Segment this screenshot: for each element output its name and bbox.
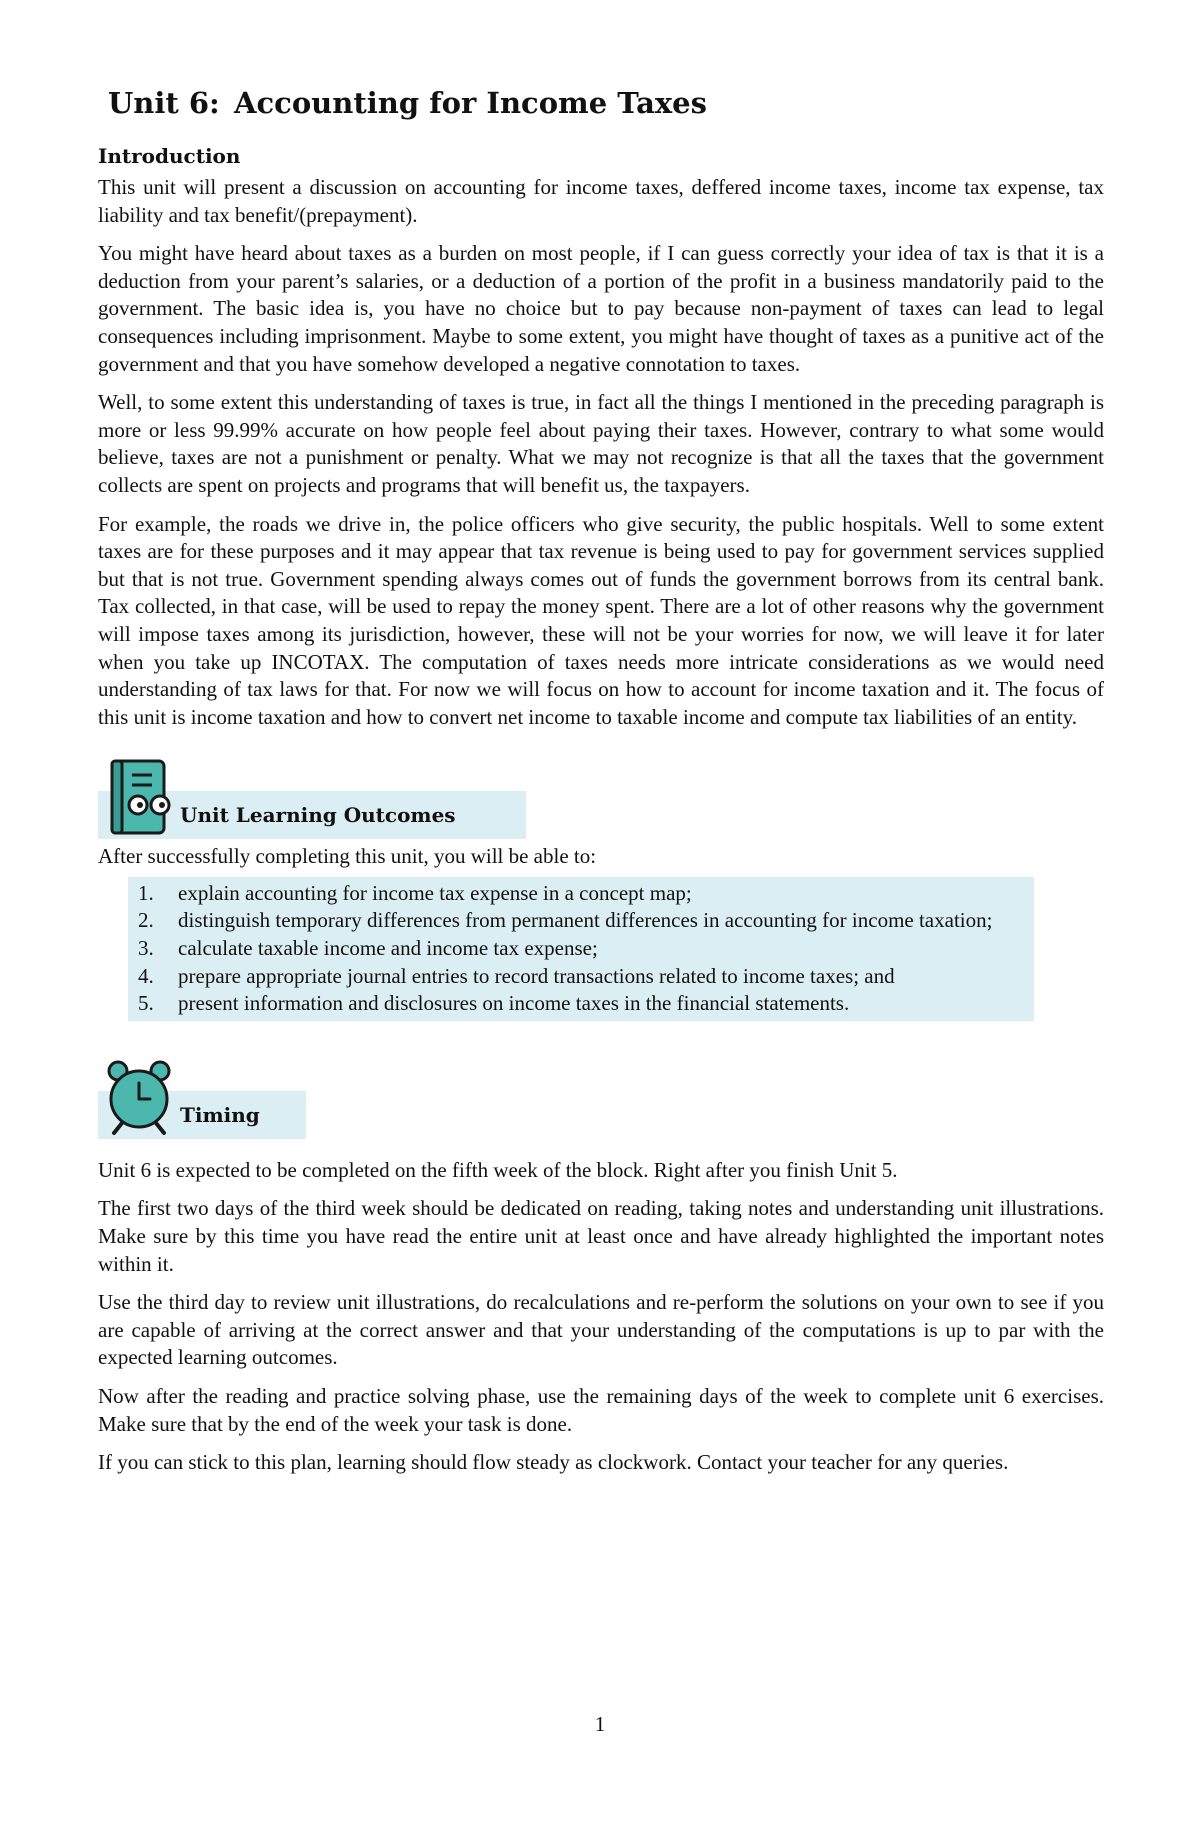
timing-section-header xyxy=(98,1057,1104,1137)
intro-paragraph: Well, to some extent this understanding of taxes is true, in fact all the things I mentioned in the preceding paragraph is more or less 99.99% accurate on how people feel about paying their taxes. However, contrary to what some would believe, taxes are not a punishment or penalty. What we may not recognize is that all the taxes that the government collects are spent on projects and programs that will benefit us, the taxpayers. xyxy=(98,390,1104,497)
title-unit-number: Unit 6: xyxy=(108,86,220,120)
timing-paragraph: If you can stick to this plan, learning should flow steady as clockwork. Contact your teacher for any queries. xyxy=(98,1450,1009,1475)
timing-paragraph: Now after the reading and practice solving phase, use the remaining days of the week to complete unit 6 exercises. Make sure that by the end of the week your task is done. xyxy=(98,1384,1104,1436)
timing-heading: Timing xyxy=(180,1102,260,1127)
alarm-clock-icon xyxy=(102,1057,176,1137)
list-item: 4. prepare appropriate journal entries to record transactions related to income taxes; and xyxy=(138,963,895,988)
timing-paragraph: Use the third day to review unit illustrations, do recalculations and re-perform the solutions on your own to see if you are capable of arriving at the correct answer and that your understanding of the computations is up to par with the expected learning outcomes. xyxy=(98,1290,1104,1370)
list-item: 3. calculate taxable income and income tax expense; xyxy=(138,936,598,961)
outcomes-section-header xyxy=(98,757,1104,837)
outcomes-list xyxy=(128,877,1034,1021)
list-item: 5. present information and disclosures on income taxes in the financial statements. xyxy=(138,991,850,1016)
title-text: Accounting for Income Taxes xyxy=(234,86,707,120)
book-with-eyes-icon xyxy=(102,757,176,837)
intro-paragraph: You might have heard about taxes as a burden on most people, if I can guess correctly your idea of tax is that it is a deduction from your parent’s salaries, or a deduction of a portion of the profit in a business mandatorily paid to the government. The basic idea is, you have no choice but to pay because non-payment of taxes can lead to legal consequences including imprisonment. Maybe to some extent, you might have thought of taxes as a punitive act of the government and that you have somehow developed a negative connotation to taxes. xyxy=(98,241,1104,376)
outcomes-lead: After successfully completing this unit, you will be able to: xyxy=(98,844,597,869)
page-title xyxy=(108,76,1104,130)
timing-paragraph: Unit 6 is expected to be completed on the fifth week of the block. Right after you finish Unit 5. xyxy=(98,1157,898,1182)
outcomes-heading: Unit Learning Outcomes xyxy=(180,803,456,828)
intro-paragraph: For example, the roads we drive in, the police officers who give security, the public hospitals. Well to some extent taxes are for these purposes and it may appear that tax revenue is being used to pay for government services supplied but that is not true. Government spending always comes out of funds the government borrows from its central bank. Tax collected, in that case, will be used to repay the money spent. There are a lot of other reasons why the government will impose taxes among its jurisdiction, however, these will not be your worries for now, we will leave it for later when you take up INCOTAX. The computation of taxes needs more intricate considerations as we would need understanding of tax laws for that. For now we will focus on how to account for income taxation and it. The focus of this unit is income taxation and how to convert net income to taxable income and compute tax liabilities of an entity. xyxy=(98,511,1104,729)
introduction-heading: Introduction xyxy=(98,144,241,168)
intro-paragraph: This unit will present a discussion on accounting for income taxes, deffered income taxes, income tax expense, tax liability and tax benefit/(prepayment). xyxy=(98,175,1104,227)
list-item: 2. distinguish temporary differences from permanent differences in accounting for income taxation; xyxy=(138,908,993,933)
page-number: 1 xyxy=(594,1712,606,1736)
list-item: 1. explain accounting for income tax expense in a concept map; xyxy=(138,880,692,905)
timing-paragraph: The first two days of the third week should be dedicated on reading, taking notes and understanding unit illustrations. Make sure by this time you have read the entire unit at least once and have already highlighted the important notes within it. xyxy=(98,1196,1104,1276)
page-content xyxy=(98,76,1104,1488)
